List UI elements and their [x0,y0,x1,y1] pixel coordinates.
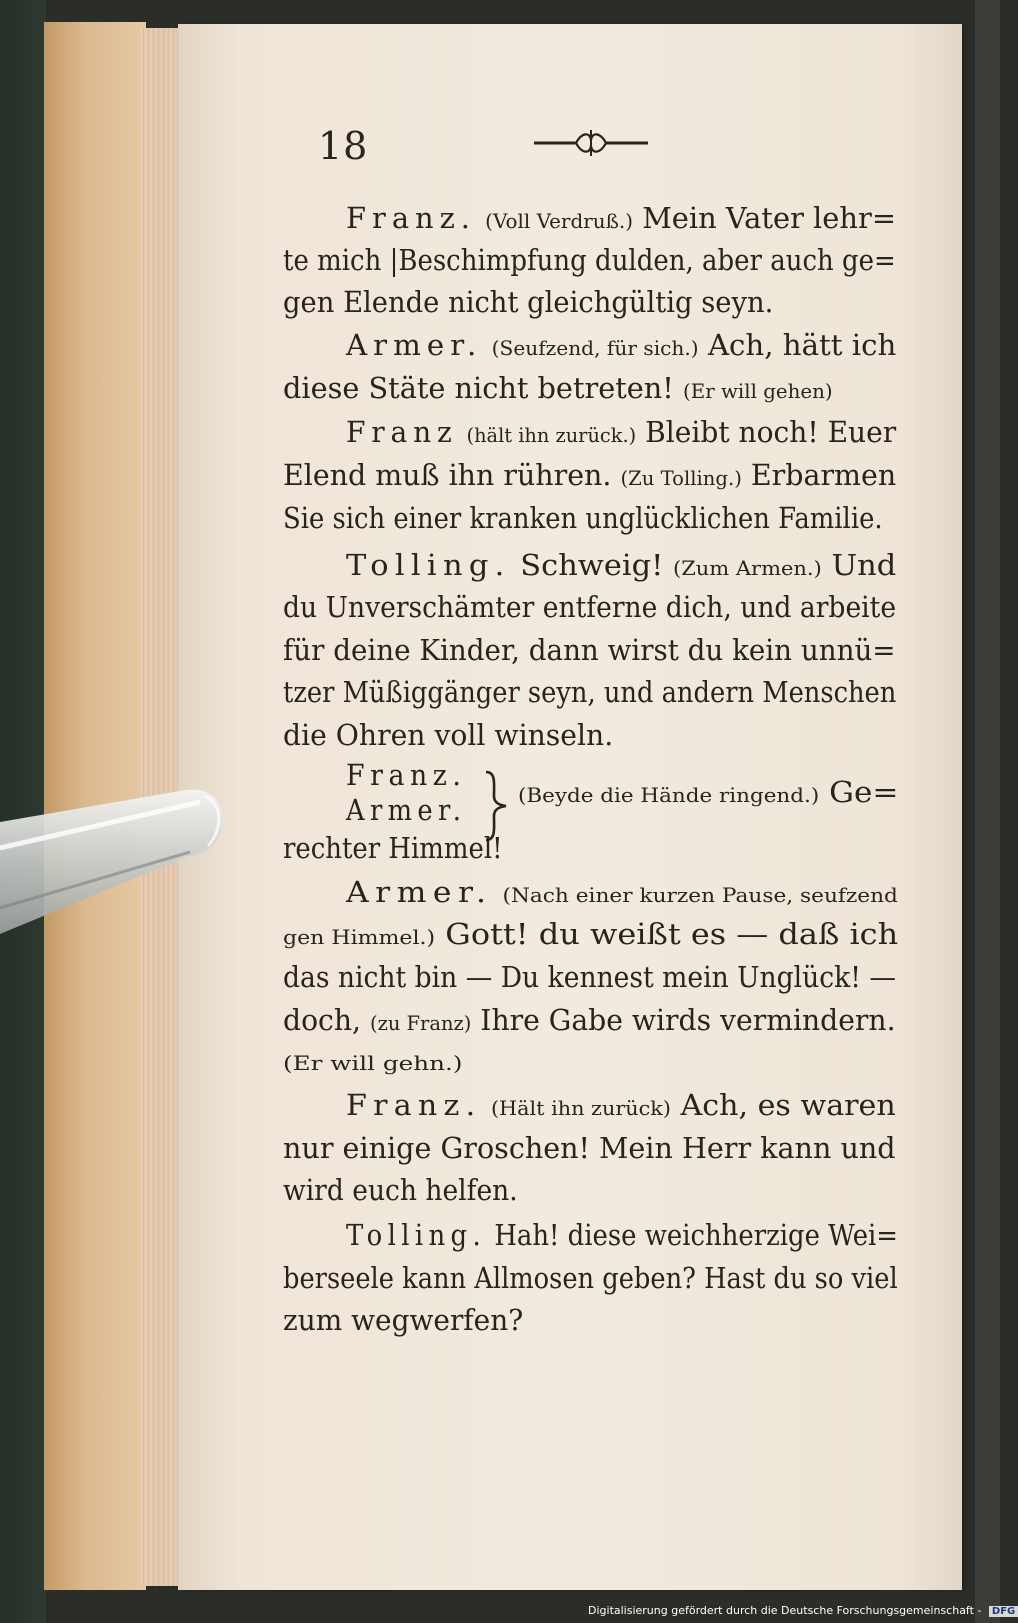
stage-direction: (Zu Tolling.) [620,466,742,490]
brace-icon [482,770,512,842]
text-line [283,630,896,670]
stage-direction: (Voll Verdruß.) [485,209,634,233]
stage-direction: (hält ihn zurück.) [466,423,637,447]
text-line [283,1000,896,1043]
dialogue-text: berseele kann Allmosen geben? Hast du so viel [283,1261,898,1295]
text-line [283,282,773,322]
speaker-name: Franz [346,415,458,449]
text-line [283,587,896,627]
text-line [346,325,896,368]
dialogue-text: Bleibt noch! Euer [636,415,897,449]
dialogue-text: gen Elende nicht gleichgültig seyn. [283,285,774,319]
dialogue-text: Elend muß ihn rühren. [283,458,621,492]
stage-direction: (Nach einer kurzen Pause, seufzend [502,883,898,907]
text-line [346,790,466,830]
speaker-name: Franz. [346,1088,482,1122]
stage-direction: (Er will gehen) [682,379,833,403]
dialogue-text: tzer Müßiggänger seyn, und andern Menschen [283,675,897,709]
stage-direction: (Seufzend, für sich.) [491,336,699,360]
dialogue-text: du Unverschämter entferne dich, und arbeite [283,590,897,624]
scan-background-right [975,0,1000,1623]
speaker-name: Franz. [346,758,467,792]
text-line [283,1170,518,1210]
dialogue-text: Ge= [819,775,899,809]
stage-direction: (Er will gehn.) [283,1051,463,1075]
speaker-name: Armer. [346,793,467,827]
dialogue-text: Ihre Gabe wirds vermindern. [471,1003,896,1037]
dialogue-text: Gott! du weißt es — daß ich [435,917,899,951]
dialogue-text: das nicht bin — Du kennest mein Unglück! — [283,960,896,994]
speaker-name: Tolling. [346,1218,487,1252]
text-line [346,412,896,455]
stage-direction: gen Himmel.) [283,925,436,949]
speaker-name: Tolling. [346,548,511,582]
text-line [283,1258,898,1298]
digitization-credit [588,1604,1018,1620]
text-line [283,715,613,755]
dialogue-text: rechter Himmel! [283,831,503,865]
stage-direction: (Zum Armen.) [673,556,822,580]
text-line [346,1215,898,1255]
text-line [346,872,898,915]
stage-direction: (zu Franz) [369,1011,472,1035]
dialogue-text: Und [821,548,897,582]
text-line [283,828,503,868]
dialogue-text: Mein Vater lehr= [633,201,897,235]
dialogue-text: wird euch helfen. [283,1173,518,1207]
dialogue-text: für deine Kinder, dann wirst du kein unnü= [283,633,896,667]
dialogue-text: doch, [283,1003,370,1037]
text-line [518,772,898,815]
text-line [346,545,896,588]
stage-direction: (Beyde die Hände ringend.) [518,783,820,807]
dialogue-text: Erbarmen [741,458,897,492]
text-line [346,198,896,241]
dialogue-text: die Ohren voll winseln. [283,718,614,752]
text-line [283,368,833,411]
speaker-name: Franz. [346,201,476,235]
text-line [283,957,896,997]
credit-text: Digitalisierung gefördert durch die Deutsche Forschungsgemeinschaft - [588,1604,982,1617]
dialogue-text: Ach, hätt ich [698,328,897,362]
text-line [346,755,466,795]
ornament-icon [532,128,650,158]
dialogue-text: Schweig! [520,548,674,582]
speaker-name: Armer. [346,328,483,362]
dialogue-text: Sie sich einer kranken unglücklichen Familie. [283,501,883,535]
text-line [283,1128,896,1168]
text-line [283,914,898,957]
dialogue-text: diese Stäte nicht betreten! [283,371,683,405]
text-line [283,498,883,538]
dialogue-text: nur einige Groschen! Mein Herr kann und [283,1131,896,1165]
text-line [283,455,896,498]
text-line [283,672,896,712]
dfg-logo: DFG [989,1606,1018,1617]
dialogue-text: Ach, es waren [670,1088,896,1122]
text-line [283,1040,462,1083]
dialogue-text: te mich |Beschimpfung dulden, aber auch ge= [283,243,896,277]
stage-direction: (Hält ihn zurück) [490,1096,671,1120]
page-number: 18 [318,124,369,168]
text-line [283,1300,523,1340]
glass-weight [0,788,228,938]
dialogue-text: Hah! diese weichherzige Wei= [494,1218,899,1252]
speaker-name: Armer. [346,875,493,909]
text-line [346,1085,896,1128]
dialogue-text: zum wegwerfen? [283,1303,524,1337]
text-line [283,240,896,280]
